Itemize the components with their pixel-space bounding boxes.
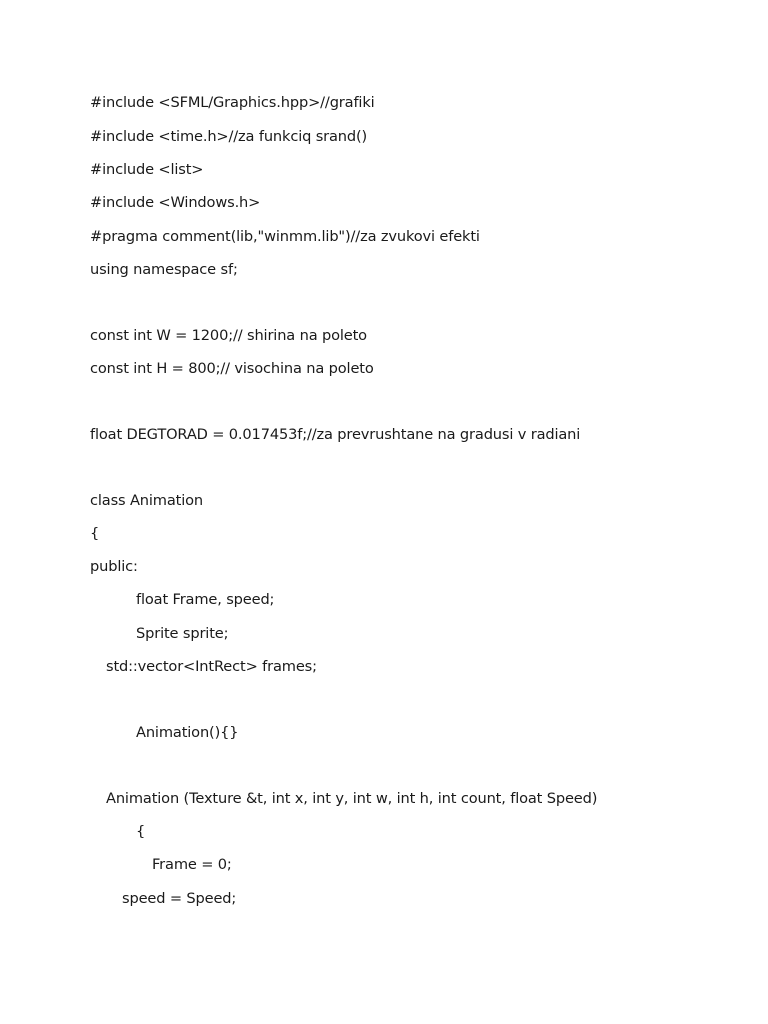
code-line-speed-assign: speed = Speed; <box>122 890 237 907</box>
code-line-default-ctor: Animation(){} <box>136 724 239 741</box>
code-line-include-windows: #include <Windows.h> <box>90 194 261 211</box>
code-line-frame-assign: Frame = 0; <box>152 856 232 873</box>
code-line-include-graphics: #include <SFML/Graphics.hpp>//grafiki <box>90 94 375 111</box>
code-line-sprite: Sprite sprite; <box>136 625 229 642</box>
code-line-vector-frames: std::vector<IntRect> frames; <box>106 658 317 675</box>
code-line-animation-ctor: Animation (Texture &t, int x, int y, int w, int h, int count, float Speed) <box>106 790 598 807</box>
code-line-float-frame: float Frame, speed; <box>136 591 275 608</box>
code-line-const-h: const int H = 800;// visochina na poleto <box>90 360 374 377</box>
code-line-class-animation: class Animation <box>90 492 204 509</box>
code-line-open-brace: { <box>90 525 100 542</box>
code-line-pragma: #pragma comment(lib,"winmm.lib")//za zvukovi efekti <box>90 228 480 245</box>
code-line-using-namespace: using namespace sf; <box>90 261 238 278</box>
code-line-public: public: <box>90 558 138 575</box>
code-line-include-list: #include <list> <box>90 161 204 178</box>
code-line-const-w: const int W = 1200;// shirina na poleto <box>90 327 367 344</box>
code-line-ctor-open-brace: { <box>136 823 146 840</box>
code-line-degtorad: float DEGTORAD = 0.017453f;//za prevrushtane na gradusi v radiani <box>90 426 581 443</box>
code-line-include-time: #include <time.h>//za funkciq srand() <box>90 128 368 145</box>
